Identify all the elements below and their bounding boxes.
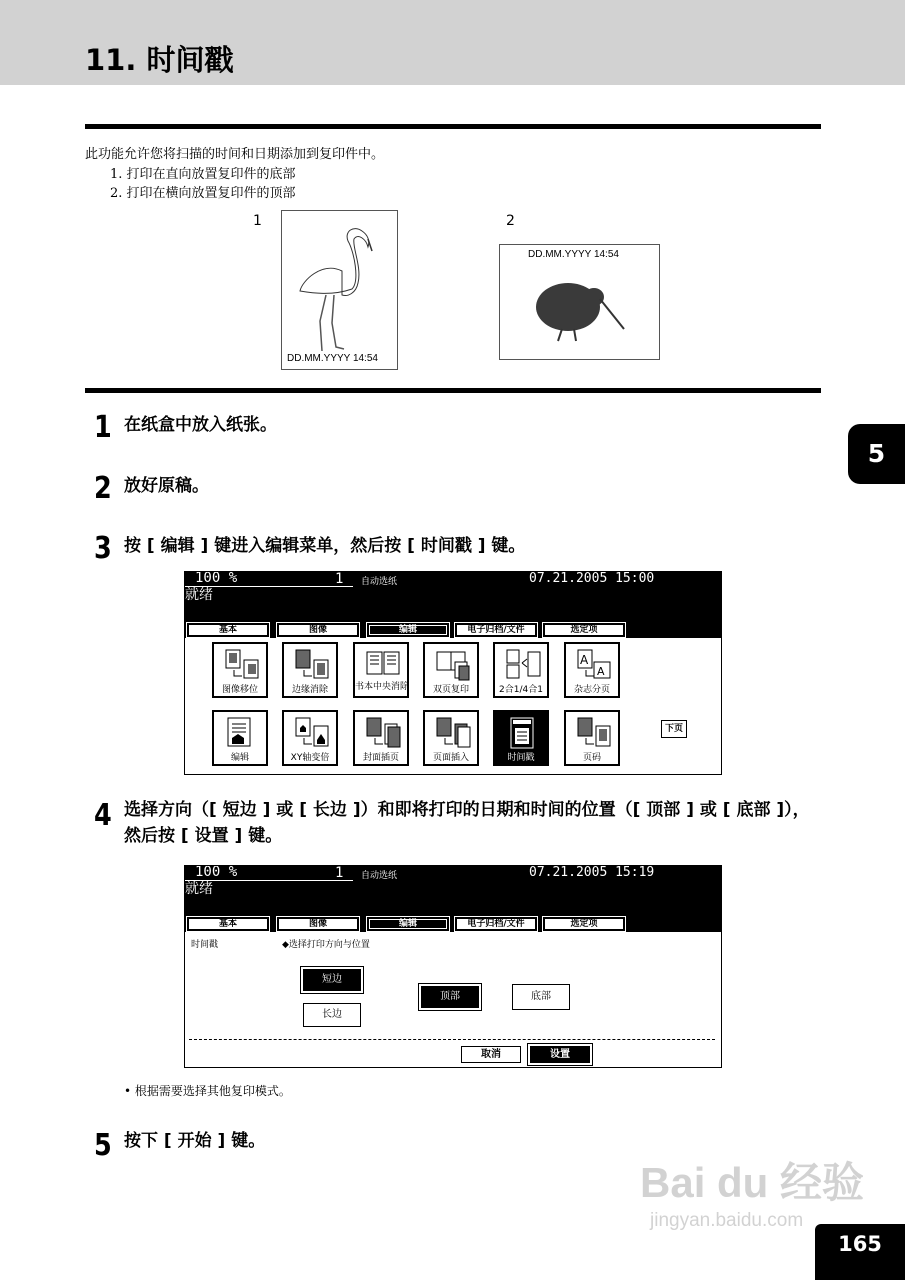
note-text: • 根据需要选择其他复印模式。 xyxy=(124,1084,291,1098)
watermark-brand: Bai du 经验 xyxy=(640,1159,865,1206)
magazine-icon xyxy=(576,648,612,682)
intro-item-1: 1. 打印在直向放置复印件的底部 xyxy=(110,167,296,182)
book-icon xyxy=(365,648,401,682)
copy-count: 1 xyxy=(335,571,344,587)
date-time: 07.21.2005 15:19 xyxy=(529,865,655,880)
svg-text:A: A xyxy=(597,665,605,678)
screen-status-bar xyxy=(185,866,721,932)
svg-text:A: A xyxy=(580,653,589,667)
cancel-button[interactable]: 取消 xyxy=(461,1046,521,1063)
watermark-url: jingyan.baidu.com xyxy=(650,1210,804,1231)
n-up-icon xyxy=(505,648,541,682)
tab-image[interactable]: 图像 xyxy=(276,916,360,932)
paper-select-status: 自动选纸 xyxy=(361,871,398,881)
status-text: 就绪 xyxy=(185,587,213,603)
tab-edit[interactable]: 编辑 xyxy=(366,622,450,638)
short-edge-button[interactable]: 短边 xyxy=(303,969,361,991)
step-1-number: 1 xyxy=(94,410,112,445)
figure-2-stamp: DD.MM.YYYY 14:54 xyxy=(528,249,619,260)
image-shift-icon xyxy=(224,648,260,682)
tab-edit[interactable]: 编辑 xyxy=(366,916,450,932)
n-up-button[interactable]: 2合1/4合1 xyxy=(493,642,549,698)
screen-status-bar xyxy=(185,572,721,638)
step-5-number: 5 xyxy=(94,1128,112,1163)
copy-count: 1 xyxy=(335,865,344,881)
step-5-text: 按下 [ 开始 ] 键。 xyxy=(124,1131,266,1151)
next-page-button[interactable]: 下页 xyxy=(661,720,687,738)
figure-1-stamp: DD.MM.YYYY 14:54 xyxy=(287,353,378,364)
zoom-value: 100 % xyxy=(195,865,238,880)
kiwi-bird-illustration xyxy=(500,259,659,359)
paper-select-status: 自动选纸 xyxy=(361,577,398,587)
time-stamp-button[interactable]: 时间戳 xyxy=(493,710,549,766)
date-time: 07.21.2005 15:00 xyxy=(529,571,655,586)
page-number-icon xyxy=(576,716,612,750)
cover-sheet-button[interactable]: 封面插页 xyxy=(353,710,409,766)
top-position-button[interactable]: 顶部 xyxy=(421,986,479,1008)
xy-zoom-icon xyxy=(294,716,330,750)
cover-sheet-icon xyxy=(365,716,401,750)
status-text: 就绪 xyxy=(185,881,213,897)
dual-page-icon xyxy=(435,648,471,682)
chapter-tab: 5 xyxy=(848,424,905,484)
divider-top xyxy=(85,124,821,129)
intro-text: 此功能允许您将扫描的时间和日期添加到复印件中。 xyxy=(85,147,385,162)
time-stamp-icon xyxy=(505,716,541,750)
watermark xyxy=(640,1150,864,1232)
page-title: 11. 时间戳 xyxy=(85,43,234,77)
step-4-number: 4 xyxy=(94,798,112,833)
step-1-text: 在纸盒中放入纸张。 xyxy=(124,415,277,435)
flamingo-illustration xyxy=(282,211,397,351)
editing-button[interactable]: 编辑 xyxy=(212,710,268,766)
edge-erase-icon xyxy=(294,648,330,682)
tab-efiling[interactable]: 电子归档/文件 xyxy=(454,622,538,638)
section-label: 时间戳 xyxy=(191,940,219,950)
sheet-insertion-icon xyxy=(435,716,471,750)
edge-erase-button[interactable]: 边缘消除 xyxy=(282,642,338,698)
page-number: 165 xyxy=(815,1224,905,1280)
tab-basic[interactable]: 基本 xyxy=(186,916,270,932)
divider-middle xyxy=(85,388,821,393)
book-center-erase-button[interactable]: 书本中央消除 xyxy=(353,642,409,698)
set-button[interactable]: 设置 xyxy=(530,1046,590,1063)
figure-2-label: 2 xyxy=(506,213,515,229)
tab-image[interactable]: 图像 xyxy=(276,622,360,638)
dual-page-button[interactable]: 双页复印 xyxy=(423,642,479,698)
xy-zoom-button[interactable]: XY轴变倍 xyxy=(282,710,338,766)
tab-basic[interactable]: 基本 xyxy=(186,622,270,638)
instruction-text: ◆选择打印方向与位置 xyxy=(282,940,370,950)
tab-favorites[interactable]: 选定项 xyxy=(542,916,626,932)
figure-1-label: 1 xyxy=(253,213,262,229)
step-3-text: 按 [ 编辑 ] 键进入编辑菜单，然后按 [ 时间戳 ] 键。 xyxy=(124,536,526,556)
long-edge-button[interactable]: 长边 xyxy=(303,1003,361,1027)
figure-landscape-page xyxy=(499,244,660,360)
figure-portrait-page xyxy=(281,210,398,370)
tab-efiling[interactable]: 电子归档/文件 xyxy=(454,916,538,932)
sheet-insertion-button[interactable]: 页面插入 xyxy=(423,710,479,766)
editing-icon xyxy=(224,716,260,750)
step-4-text: 选择方向（[ 短边 ] 或 [ 长边 ]）和即将打印的日期和时间的位置（[ 顶部 ] 或 [ 底部 ]），然后按 [ 设置 ] 键。 xyxy=(124,800,810,846)
button-divider xyxy=(189,1039,715,1040)
time-stamp-setting-screen xyxy=(184,865,722,1068)
step-2-text: 放好原稿。 xyxy=(124,476,209,496)
zoom-value: 100 % xyxy=(195,571,238,586)
tab-favorites[interactable]: 选定项 xyxy=(542,622,626,638)
page-number-button[interactable]: 页码 xyxy=(564,710,620,766)
magazine-sort-button[interactable]: A A 杂志分页 xyxy=(564,642,620,698)
intro-item-2: 2. 打印在横向放置复印件的顶部 xyxy=(110,186,296,201)
edit-menu-screen xyxy=(184,571,722,775)
bottom-position-button[interactable]: 底部 xyxy=(512,984,570,1010)
step-2-number: 2 xyxy=(94,471,112,506)
step-3-number: 3 xyxy=(94,531,112,566)
image-shift-button[interactable]: 图像移位 xyxy=(212,642,268,698)
